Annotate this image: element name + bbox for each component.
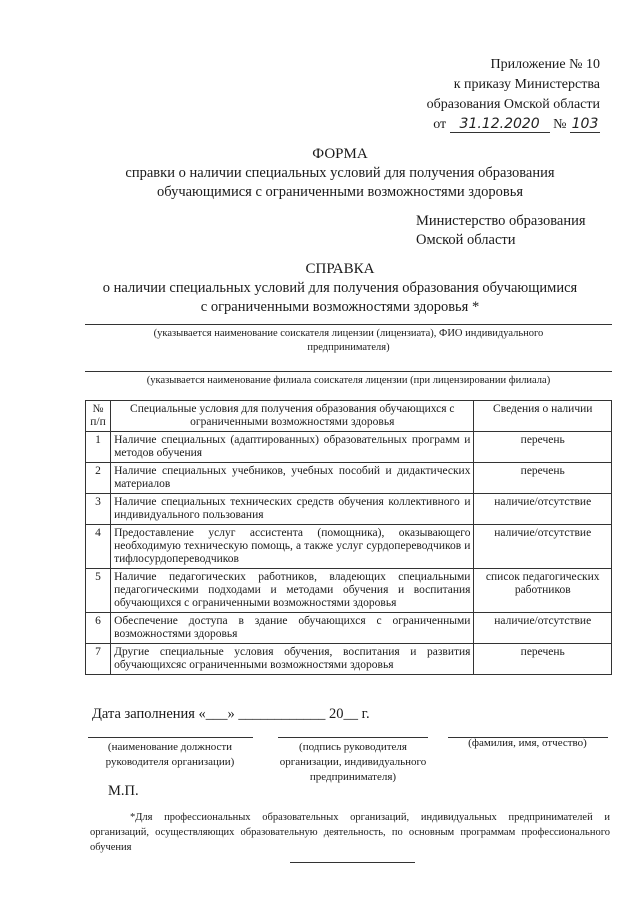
row-condition: Предоставление услуг ассистента (помощника), оказывающего необходимую техническую помощь, а также услуг сурдопереводчиков и тифлосурдопереводчиков <box>111 525 474 569</box>
row-condition: Наличие специальных (адаптированных) образовательных программ и методов обучения <box>111 432 474 463</box>
applicant-hint-line1: (указывается наименование соискателя лицензии (лицензиата), ФИО индивидуального <box>153 328 544 339</box>
signature-caption-line1: (подпись руководителя <box>299 741 407 753</box>
certificate-subtitle-line2: с ограниченными возможностями здоровья * <box>200 299 480 315</box>
handwritten-number: 103 <box>571 116 599 132</box>
position-line <box>88 737 253 738</box>
footnote: *Для профессиональных образовательных организаций, индивидуальных предпринимателей и организаций, осуществляющих образовательную деятельность, по основным программам профессионального обучения <box>90 812 610 853</box>
form-heading <box>60 145 620 202</box>
page-bottom-line <box>290 862 415 863</box>
position-caption <box>80 740 260 770</box>
branch-fill-line <box>85 371 612 372</box>
form-subtitle-line2: обучающимися с ограниченными возможностями здоровья <box>157 184 523 200</box>
row-info: наличие/отсутствие <box>474 613 612 644</box>
signature-caption-line2: организации, индивидуального <box>279 756 427 768</box>
row-condition: Обеспечение доступа в здание обучающихся с ограниченными возможностями здоровья <box>111 613 474 644</box>
certificate-heading <box>60 260 620 317</box>
row-info: перечень <box>474 432 612 463</box>
row-num: 7 <box>86 644 111 675</box>
signature-caption <box>268 740 438 785</box>
appendix-number: Приложение № 10 <box>490 57 600 72</box>
position-caption-line1: (наименование должности <box>107 741 233 753</box>
addressee-block <box>416 212 586 250</box>
name-caption: (фамилия, имя, отчество) <box>468 737 587 749</box>
table-row <box>86 432 612 463</box>
row-info: перечень <box>474 463 612 494</box>
conditions-table <box>85 400 612 675</box>
row-num: 4 <box>86 525 111 569</box>
row-num: 2 <box>86 463 111 494</box>
branch-hint: (указывается наименование филиала соискателя лицензии (при лицензировании филиала) <box>146 375 551 386</box>
form-title: ФОРМА <box>312 146 368 162</box>
table-header-row <box>86 401 612 432</box>
position-caption-line2: руководителя организации) <box>105 756 235 768</box>
signature-line <box>278 737 428 738</box>
row-info: наличие/отсутствие <box>474 525 612 569</box>
row-condition: Наличие специальных технических средств обучения коллективного и индивидуального пользования <box>111 494 474 525</box>
row-num: 5 <box>86 569 111 613</box>
row-info: перечень <box>474 644 612 675</box>
table-row <box>86 613 612 644</box>
header-num: № п/п <box>86 401 111 432</box>
table-row <box>86 494 612 525</box>
appendix-order: к приказу Министерства <box>453 77 600 92</box>
table-row <box>86 644 612 675</box>
appendix-date-line <box>340 115 600 135</box>
header-info: Сведения о наличии <box>474 401 612 432</box>
row-condition: Другие специальные условия обучения, воспитания и развития обучающихсяс ограниченными возможностями здоровья <box>111 644 474 675</box>
row-condition: Наличие педагогических работников, владеющих специальными педагогическими подходами и методами обучения и воспитания обучающихся с ограниченными возможностями здоровья <box>111 569 474 613</box>
table-row <box>86 463 612 494</box>
addressee-line2: Омской области <box>416 232 516 248</box>
applicant-hint <box>85 327 612 355</box>
certificate-subtitle-line1: о наличии специальных условий для получения образования обучающимися <box>102 280 578 296</box>
handwritten-date: 31.12.2020 <box>450 117 550 133</box>
signature-caption-line3: предпринимателя) <box>309 771 397 783</box>
addressee-line1: Министерство образования <box>416 213 586 229</box>
row-num: 6 <box>86 613 111 644</box>
row-num: 1 <box>86 432 111 463</box>
number-prefix: № <box>553 117 567 132</box>
row-condition: Наличие специальных учебников, учебных пособий и дидактических материалов <box>111 463 474 494</box>
stamp-label: М.П. <box>108 783 139 799</box>
date-prefix: от <box>433 117 447 132</box>
applicant-hint-line2: предпринимателя) <box>307 342 390 353</box>
fill-date: Дата заполнения «___» ____________ 20__ г. <box>92 706 370 722</box>
table-row <box>86 525 612 569</box>
certificate-title: СПРАВКА <box>305 261 375 277</box>
row-info: список педагогических работников <box>474 569 612 613</box>
form-subtitle-line1: справки о наличии специальных условий для получения образования <box>125 165 555 181</box>
row-num: 3 <box>86 494 111 525</box>
header-condition: Специальные условия для получения образования обучающихся с ограниченными возможностями здоровья <box>111 401 474 432</box>
applicant-fill-line <box>85 324 612 325</box>
appendix-ministry: образования Омской области <box>426 97 600 112</box>
row-info: наличие/отсутствие <box>474 494 612 525</box>
appendix-block <box>340 55 600 135</box>
table-row <box>86 569 612 613</box>
